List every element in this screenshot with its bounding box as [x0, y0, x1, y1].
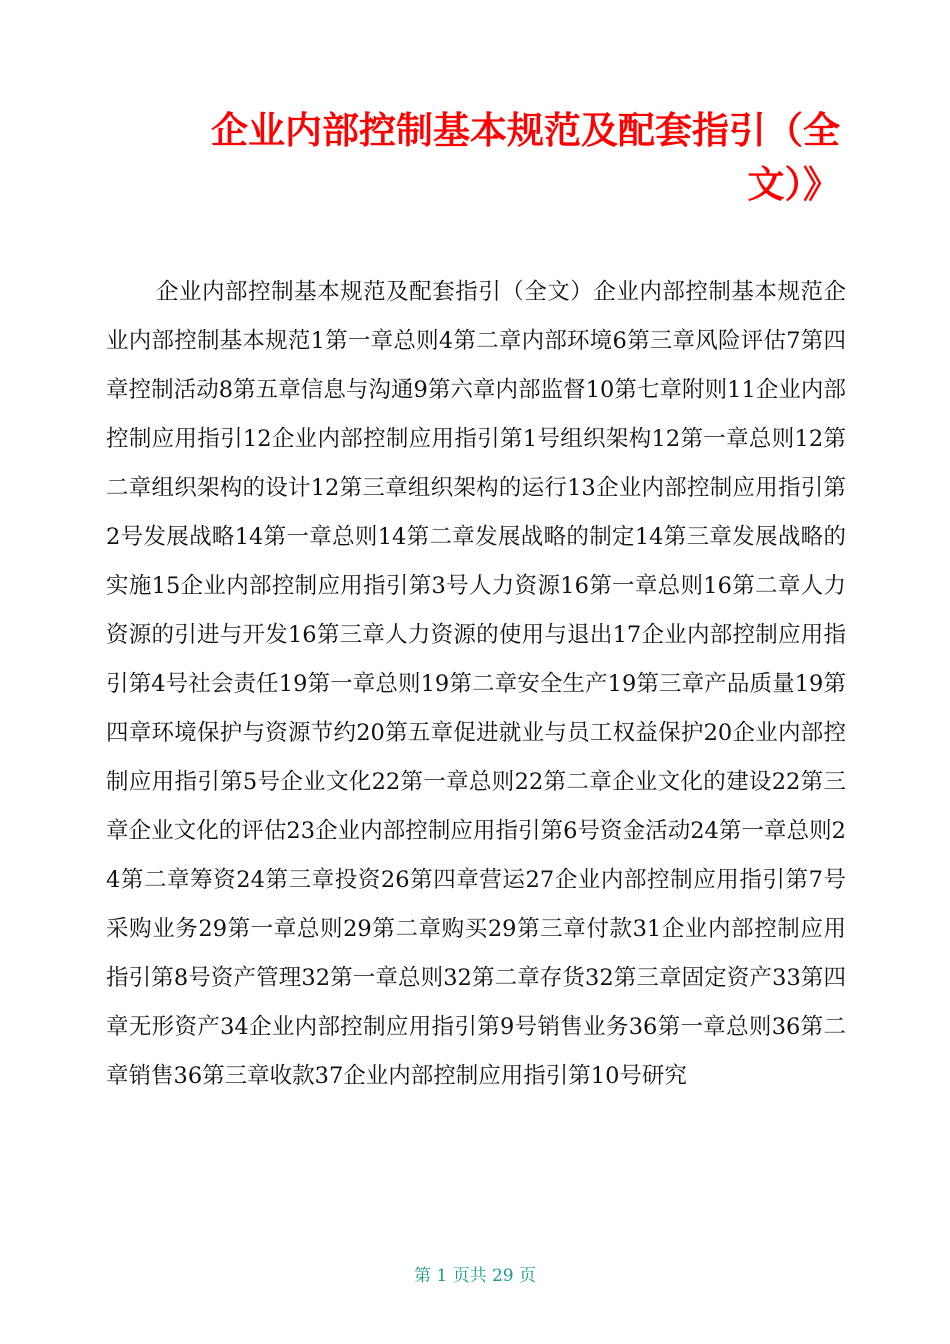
document-body-paragraph: 企业内部控制基本规范及配套指引（全文）企业内部控制基本规范企业内部控制基本规范1第一章总则4第二章内部环境6第三章风险评估7第四章控制活动8第五章信息与沟通9第六章内部监督10第七章附则11企业内部控制应用指引12企业内部控制应用指引第1号组织架构12第一章总则12第二章组织架构的设计12第三章组织架构的运行13企业内部控制应用指引第2号发展战略14第一章总则14第二章发展战略的制定14第三章发展战略的实施15企业内部控制应用指引第3号人力资源16第一章总则16第二章人力资源的引进与开发16第三章人力资源的使用与退出17企业内部控制应用指引第4号社会责任19第一章总则19第二章安全生产19第三章产品质量19第四章环境保护与资源节约20第五章促进就业与员工权益保护20企业内部控制应用指引第5号企业文化22第一章总则22第二章企业文化的建设22第三章企业文化的评估23企业内部控制应用指引第6号资金活动24第一章总则24第二章筹资24第三章投资26第四章营运27企业内部控制应用指引第7号采购业务29第一章总则29第二章购买29第三章付款31企业内部控制应用指引第8号资产管理32第一章总则32第二章存货32第三章固定资产33第四章无形资产34企业内部控制应用指引第9号销售业务36第一章总则36第二章销售36第三章收款37企业内部控制应用指引第10号研究	[106, 279, 846, 1089]
page-number-footer: 第 1 页共 29 页	[413, 1266, 537, 1286]
document-title: 企业内部控制基本规范及配套指引（全文）》	[211, 109, 840, 206]
